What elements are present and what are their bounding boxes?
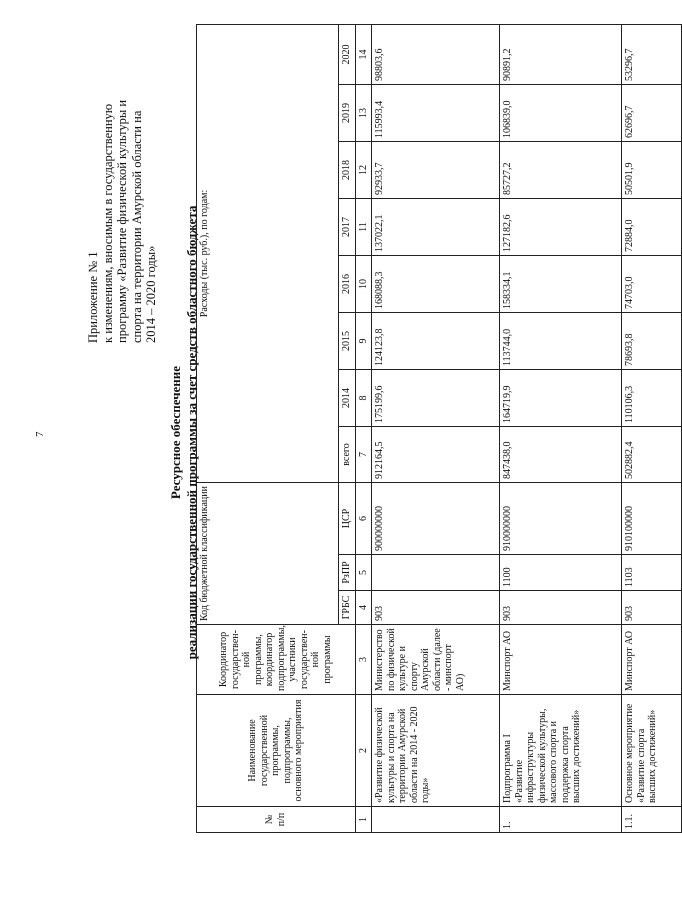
column-number: 2 bbox=[355, 695, 372, 807]
row-year-value: 110106,3 bbox=[622, 369, 682, 426]
column-number: 1 bbox=[355, 807, 372, 833]
column-number: 5 bbox=[355, 555, 372, 591]
row-year-value: 168088,3 bbox=[372, 255, 500, 312]
row-coordinator: Минспорт АО bbox=[622, 625, 682, 695]
row-grbs: 903 bbox=[372, 591, 500, 625]
table-row bbox=[500, 24, 622, 832]
row-rzpr: 1103 bbox=[622, 555, 682, 591]
header-year: 2016 bbox=[339, 255, 356, 312]
appendix-line: программу «Развитие физической культуры и bbox=[115, 99, 129, 343]
row-year-value: 164719,9 bbox=[500, 369, 622, 426]
column-number: 13 bbox=[355, 84, 372, 141]
table-row bbox=[372, 24, 500, 832]
appendix-line: 2014 – 2020 годы» bbox=[144, 245, 158, 343]
row-name: «Развитие физической культуры и спорта на территории Амурской области на 2014 - 2020 годы» bbox=[372, 695, 500, 807]
appendix-header bbox=[86, 23, 159, 343]
row-year-value: 74703,0 bbox=[622, 255, 682, 312]
table-row bbox=[622, 24, 682, 832]
row-year-value: 62696,7 bbox=[622, 84, 682, 141]
row-year-value: 78693,8 bbox=[622, 312, 682, 369]
header-year: 2014 bbox=[339, 369, 356, 426]
row-year-value: 158334,1 bbox=[500, 255, 622, 312]
row-year-value: 50501,9 bbox=[622, 141, 682, 198]
resource-table bbox=[196, 24, 682, 833]
header-name: Наименование государственной программы, подпрограммы, основного мероприятия bbox=[197, 695, 356, 807]
row-coordinator: Министерство по физической культуре и спорту Амурской области (далее - минспорт АО) bbox=[372, 625, 500, 695]
column-number: 10 bbox=[355, 255, 372, 312]
header-csr: ЦСР bbox=[339, 482, 356, 554]
column-number: 12 bbox=[355, 141, 372, 198]
header-budget-code: Код бюджетной классификации bbox=[197, 482, 339, 624]
row-csr: 900000000 bbox=[372, 482, 500, 554]
appendix-line: к изменениям, вносимым в государственную bbox=[100, 103, 115, 343]
header-rzpr: РзПР bbox=[339, 555, 356, 591]
row-year-value: 175199,6 bbox=[372, 369, 500, 426]
row-year-value: 90891,2 bbox=[500, 24, 622, 84]
title-line-1: Ресурсное обеспечение bbox=[168, 365, 183, 500]
row-csr: 910100000 bbox=[622, 482, 682, 554]
column-number: 6 bbox=[355, 482, 372, 554]
row-grbs: 903 bbox=[622, 591, 682, 625]
header-grbs: ГРБС bbox=[339, 591, 356, 625]
title-line-2: реализации государственной программы за счет средств областного бюджета bbox=[184, 205, 199, 660]
row-num bbox=[372, 807, 500, 833]
row-year-value: 53296,7 bbox=[622, 24, 682, 84]
row-csr: 910000000 bbox=[500, 482, 622, 554]
appendix-line: спорта на территории Амурской области на bbox=[129, 110, 144, 343]
column-number: 8 bbox=[355, 369, 372, 426]
header-total: всего bbox=[339, 426, 356, 482]
row-num: 1. bbox=[500, 807, 622, 833]
row-num: 1.1. bbox=[622, 807, 682, 833]
header-year: 2015 bbox=[339, 312, 356, 369]
row-year-value: 106839,0 bbox=[500, 84, 622, 141]
header-year: 2020 bbox=[339, 24, 356, 84]
header-year: 2017 bbox=[339, 198, 356, 255]
row-year-value: 72884,0 bbox=[622, 198, 682, 255]
column-number: 14 bbox=[355, 24, 372, 84]
row-year-value: 113744,0 bbox=[500, 312, 622, 369]
row-year-value: 115993,4 bbox=[372, 84, 500, 141]
row-name: Основное мероприятие «Развитие спорта высших достижений» bbox=[622, 695, 682, 807]
column-number: 11 bbox=[355, 198, 372, 255]
row-year-value: 98803,6 bbox=[372, 24, 500, 84]
appendix-line: Приложение № 1 bbox=[86, 251, 100, 343]
header-year: 2018 bbox=[339, 141, 356, 198]
row-rzpr bbox=[372, 555, 500, 591]
column-number: 9 bbox=[355, 312, 372, 369]
row-year-value: 127182,6 bbox=[500, 198, 622, 255]
header-expenses: Расходы (тыс. руб.), по годам: bbox=[197, 24, 339, 482]
column-number: 7 bbox=[355, 426, 372, 482]
column-number: 3 bbox=[355, 625, 372, 695]
header-year: 2019 bbox=[339, 84, 356, 141]
header-num: № п/п bbox=[197, 807, 356, 833]
row-coordinator: Минспорт АО bbox=[500, 625, 622, 695]
row-name: Подпрограмма I «Развитие инфраструктуры физической культуры, массового спорта и поддержка спорта высших достижений» bbox=[500, 695, 622, 807]
row-grbs: 903 bbox=[500, 591, 622, 625]
row-year-value: 137022,1 bbox=[372, 198, 500, 255]
column-number: 4 bbox=[355, 591, 372, 625]
page-number: 7 bbox=[34, 431, 46, 437]
row-year-value: 124123,8 bbox=[372, 312, 500, 369]
row-year-value: 85727,2 bbox=[500, 141, 622, 198]
header-coordinator: Координатор государствен-ной программы, координатор подпрограммы, участники государствен-ной программы bbox=[197, 625, 356, 695]
row-year-value: 92933,7 bbox=[372, 141, 500, 198]
row-total: 912164,5 bbox=[372, 426, 500, 482]
row-total: 847438,0 bbox=[500, 426, 622, 482]
row-total: 502882,4 bbox=[622, 426, 682, 482]
row-rzpr: 1100 bbox=[500, 555, 622, 591]
